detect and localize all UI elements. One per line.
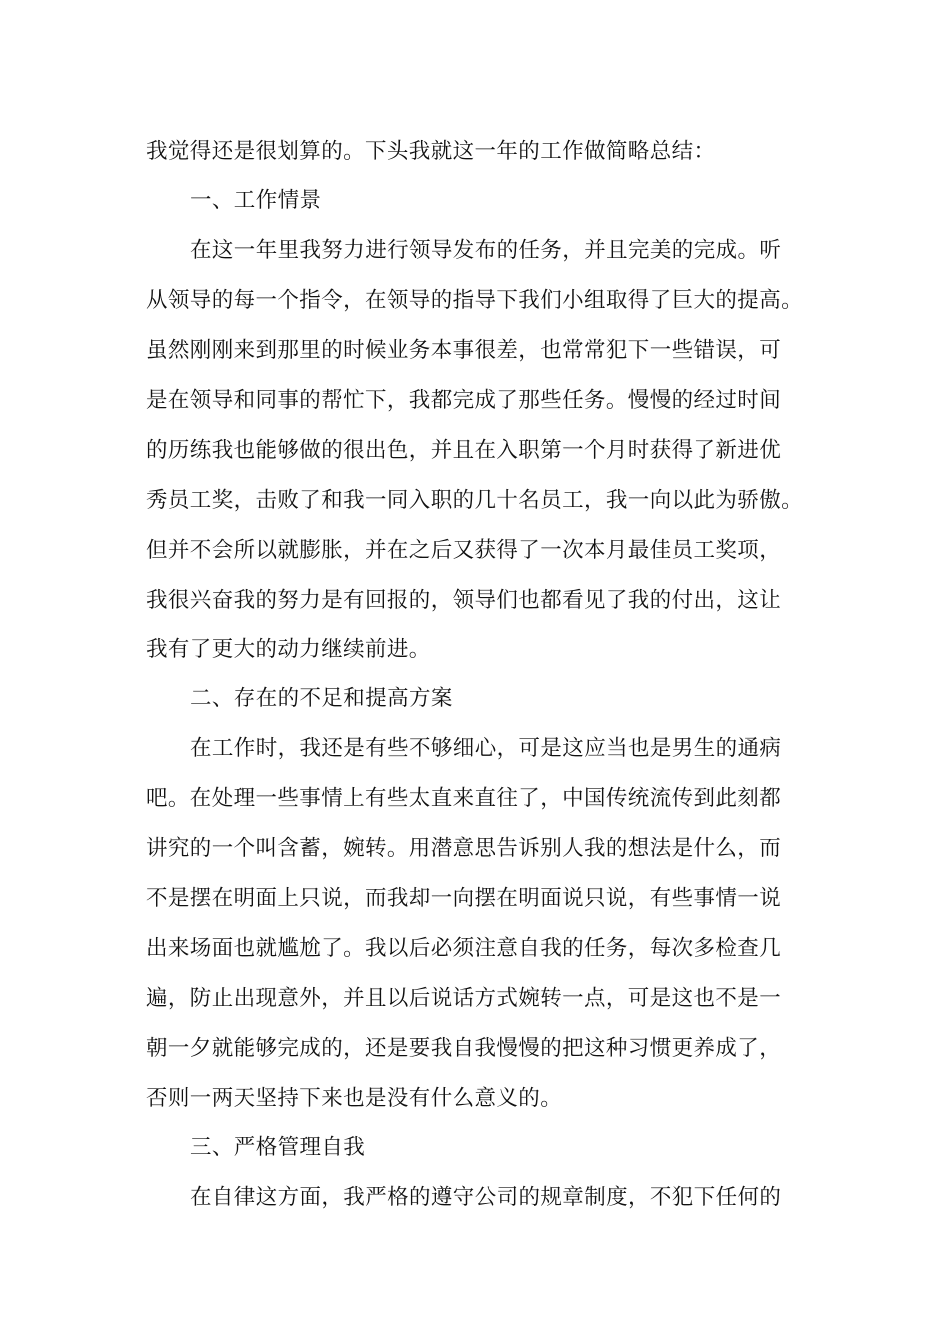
paragraph-line: 不是摆在明面上只说，而我却一向摆在明面说只说，有些事情一说 [146, 886, 782, 911]
paragraph-line: 在自律这方面，我严格的遵守公司的规章制度，不犯下任何的 [190, 1185, 782, 1210]
paragraph-line: 但并不会所以就膨胀，并在之后又获得了一次本月最佳员工奖项， [146, 538, 782, 563]
paragraph-line: 出来场面也就尴尬了。我以后必须注意自我的任务，每次多检查几 [146, 936, 782, 961]
paragraph-line: 否则一两天坚持下来也是没有什么意义的。 [146, 1086, 563, 1111]
section-heading: 一、工作情景 [190, 188, 322, 213]
paragraph-line: 的历练我也能够做的很出色，并且在入职第一个月时获得了新进优 [146, 438, 782, 463]
paragraph-line: 我有了更大的动力继续前进。 [146, 637, 431, 662]
paragraph-line: 我觉得还是很划算的。下头我就这一年的工作做简略总结： [146, 139, 716, 164]
paragraph-line: 讲究的一个叫含蓄，婉转。用潜意思告诉别人我的想法是什么，而 [146, 836, 782, 861]
paragraph-line: 是在领导和同事的帮忙下，我都完成了那些任务。慢慢的经过时间 [146, 388, 782, 413]
paragraph-line: 虽然刚刚来到那里的时候业务本事很差，也常常犯下一些错误，可 [146, 338, 782, 363]
paragraph-line: 从领导的每一个指令，在领导的指导下我们小组取得了巨大的提高。 [146, 288, 804, 313]
paragraph-line: 吧。在处理一些事情上有些太直来直往了，中国传统流传到此刻都 [146, 786, 782, 811]
paragraph-line: 我很兴奋我的努力是有回报的，领导们也都看见了我的付出，这让 [146, 588, 782, 613]
section-heading: 三、严格管理自我 [190, 1135, 366, 1160]
paragraph-line: 秀员工奖，击败了和我一同入职的几十名员工，我一向以此为骄傲。 [146, 488, 804, 513]
paragraph-line: 遍，防止出现意外，并且以后说话方式婉转一点，可是这也不是一 [146, 986, 782, 1011]
paragraph-line: 朝一夕就能够完成的，还是要我自我慢慢的把这种习惯更养成了， [146, 1036, 782, 1061]
paragraph-line: 在工作时，我还是有些不够细心，可是这应当也是男生的通病 [190, 736, 782, 761]
paragraph-line: 在这一年里我努力进行领导发布的任务，并且完美的完成。听 [190, 238, 782, 263]
section-heading: 二、存在的不足和提高方案 [190, 686, 453, 711]
